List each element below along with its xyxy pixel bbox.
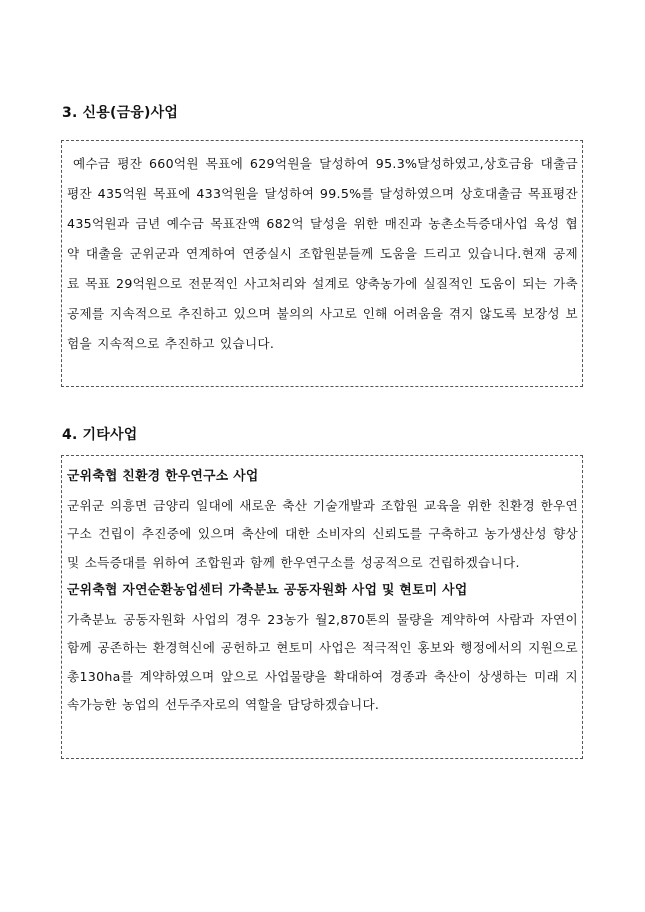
section-4-box	[61, 455, 583, 759]
hanwoo-institute-paragraph: 군위군 의흥면 금양리 일대에 새로운 축산 기술개발과 조합원 교육을 위한 친환경 한우연구소 건립이 추진중에 있으며 축산에 대한 소비자의 신뢰도를 구축하고 농가생산성 향상 및 소득증대를 위하여 조합원과 함께 한우연구소를 성공적으로 건립하겠습니다.	[67, 497, 578, 570]
hanwoo-institute-heading: 군위축협 친환경 한우연구소 사업	[67, 469, 259, 484]
section-3-box	[61, 140, 583, 387]
recycling-center-heading: 군위축협 자연순환농업센터 가축분뇨 공동자원화 사업 및 현토미 사업	[67, 583, 468, 598]
section-3-heading: 3. 신용(금융)사업	[62, 105, 179, 121]
recycling-center-paragraph: 가축분뇨 공동자원화 사업의 경우 23농가 월2,870톤의 물량을 계약하여 사람과 자연이 함께 공존하는 환경혁신에 공헌하고 현토미 사업은 적극적인 홍보와 행정에서의 지원으로 총130ha를 계약하였으며 앞으로 사업물량을 확대하여 경종과 축산이 상생하는 미래 지속가능한 농업의 선두주자로의 역할을 담당하겠습니다.	[67, 611, 578, 712]
section-4-heading: 4. 기타사업	[62, 427, 138, 443]
section-3-paragraph: 예수금 평잔 660억원 목표에 629억원을 달성하여 95.3%달성하였고,상호금융 대출금 평잔 435억원 목표에 433억원을 달성하여 99.5%를 달성하였으며 상호대출금 목표평잔 435억원과 금년 예수금 목표잔액 682억 달성을 위한 매진과 농촌소득증대사업 육성 협약 대출을 군위군과 연계하여 연중실시 조합원분들께 도움을 드리고 있습니다.현재 공제료 목표 29억원으로 전문적인 사고처리와 설계로 양축농가에 실질적인 도움이 되는 가축공제를 지속적으로 추진하고 있으며 불의의 사고로 인해 어려움을 겪지 않도록 보장성 보험을 지속적으로 추진하고 있습니다.	[67, 156, 578, 351]
